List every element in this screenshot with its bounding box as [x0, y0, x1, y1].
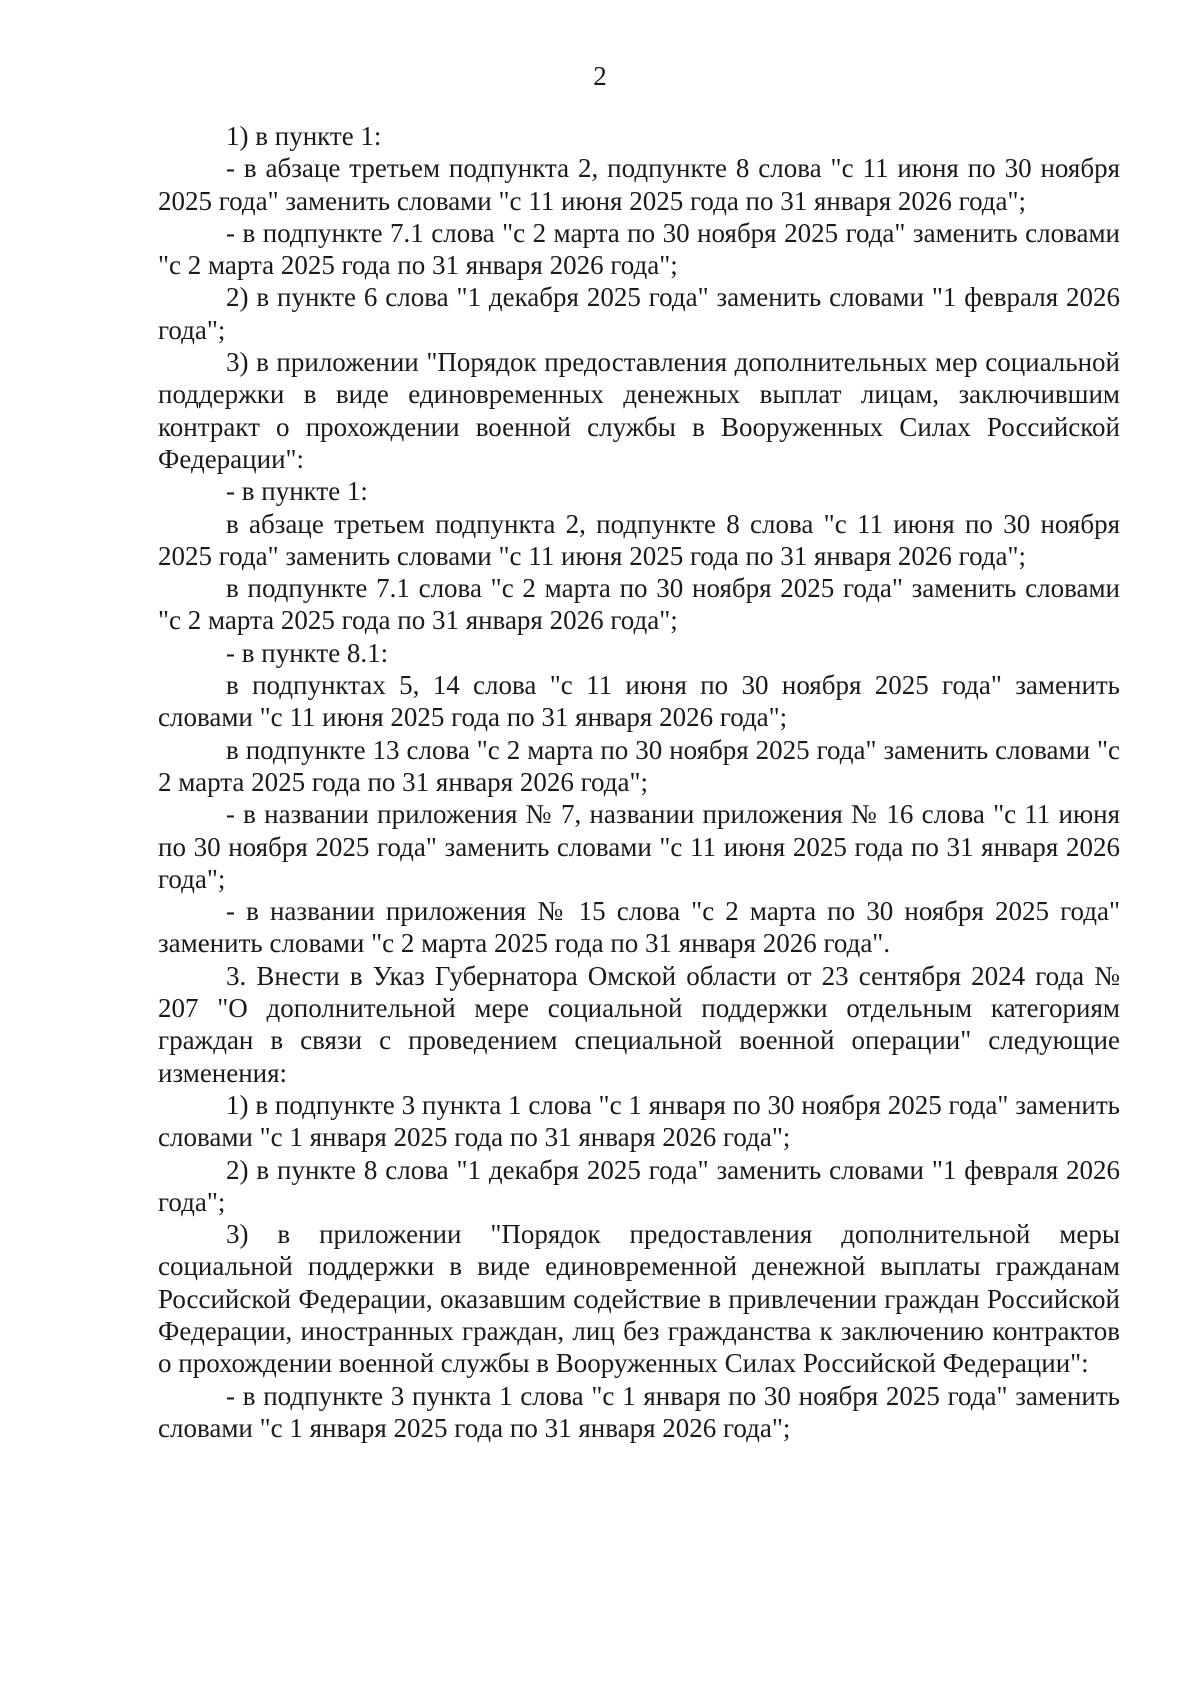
paragraph: - в названии приложения № 7, названии приложения № 16 слова "с 11 июня по 30 ноября 2025 года" заменить словами "с 11 июня 2025 года по 31 января 2026 года";	[158, 799, 1120, 894]
paragraph: 1) в подпункте 3 пункта 1 слова "с 1 января по 30 ноября 2025 года" заменить словами "с 1 января 2025 года по 31 января 2026 года";	[158, 1089, 1120, 1153]
paragraph: 3) в приложении "Порядок предоставления дополнительной меры социальной поддержки в виде единовременной денежной выплаты гражданам Российской Федерации, оказавшим содействие в привлечении граждан Российской Федерации, иностранных граждан, лиц без гражданства к заключению контрактов о прохождении военной службы в Вооруженных Силах Российской Федерации":	[158, 1219, 1120, 1379]
paragraph: 3) в приложении "Порядок предоставления дополнительных мер социальной поддержки в виде единовременных денежных выплат лицам, заключившим контракт о прохождении военной службы в Вооруженных Силах Российской Федерации":	[158, 347, 1120, 474]
paragraph: в абзаце третьем подпункта 2, подпункте 8 слова "с 11 июня по 30 ноября 2025 года" заменить словами "с 11 июня 2025 года по 31 января 2026 года";	[158, 508, 1120, 571]
paragraph: - в пункте 8.1:	[226, 637, 389, 668]
paragraph: в подпункте 7.1 слова "с 2 марта по 30 ноября 2025 года" заменить словами "с 2 марта 2025 года по 31 января 2026 года";	[158, 573, 1120, 636]
paragraph: - в названии приложения № 15 слова "с 2 марта по 30 ноября 2025 года" заменить словами "с 2 марта 2025 года по 31 января 2026 года".	[158, 896, 1120, 959]
paragraph: 2) в пункте 6 слова "1 декабря 2025 года" заменить словами "1 февраля 2026 года";	[158, 282, 1120, 345]
paragraph: в подпунктах 5, 14 слова "с 11 июня по 30 ноября 2025 года" заменить словами "с 11 июня 2025 года по 31 января 2026 года";	[158, 670, 1120, 733]
paragraph: в подпункте 13 слова "с 2 марта по 30 ноября 2025 года" заменить словами "с 2 марта 2025 года по 31 января 2026 года";	[158, 734, 1120, 797]
paragraph: - в подпункте 3 пункта 1 слова "с 1 января по 30 ноября 2025 года" заменить словами "с 1 января 2025 года по 31 января 2026 года";	[158, 1380, 1120, 1443]
page-number: 2	[593, 61, 607, 91]
paragraph: - в пункте 1:	[226, 476, 368, 507]
document-body	[158, 120, 1120, 1444]
paragraph: 1) в пункте 1:	[226, 121, 382, 151]
paragraph: 2) в пункте 8 слова "1 декабря 2025 года" заменить словами "1 февраля 2026 года";	[158, 1154, 1120, 1217]
paragraph: - в подпункте 7.1 слова "с 2 марта по 30 ноября 2025 года" заменить словами "с 2 марта 2025 года по 31 января 2026 года";	[158, 217, 1120, 281]
paragraph: - в абзаце третьем подпункта 2, подпункте 8 слова "с 11 июня по 30 ноября 2025 года" заменить словами "с 11 июня 2025 года по 31 января 2026 года";	[158, 153, 1120, 216]
paragraph: 3. Внести в Указ Губернатора Омской области от 23 сентября 2024 года № 207 "О дополнительной мере социальной поддержки отдельным категориям граждан в связи с проведением специальной военной операции" следующие изменения:	[158, 960, 1120, 1088]
